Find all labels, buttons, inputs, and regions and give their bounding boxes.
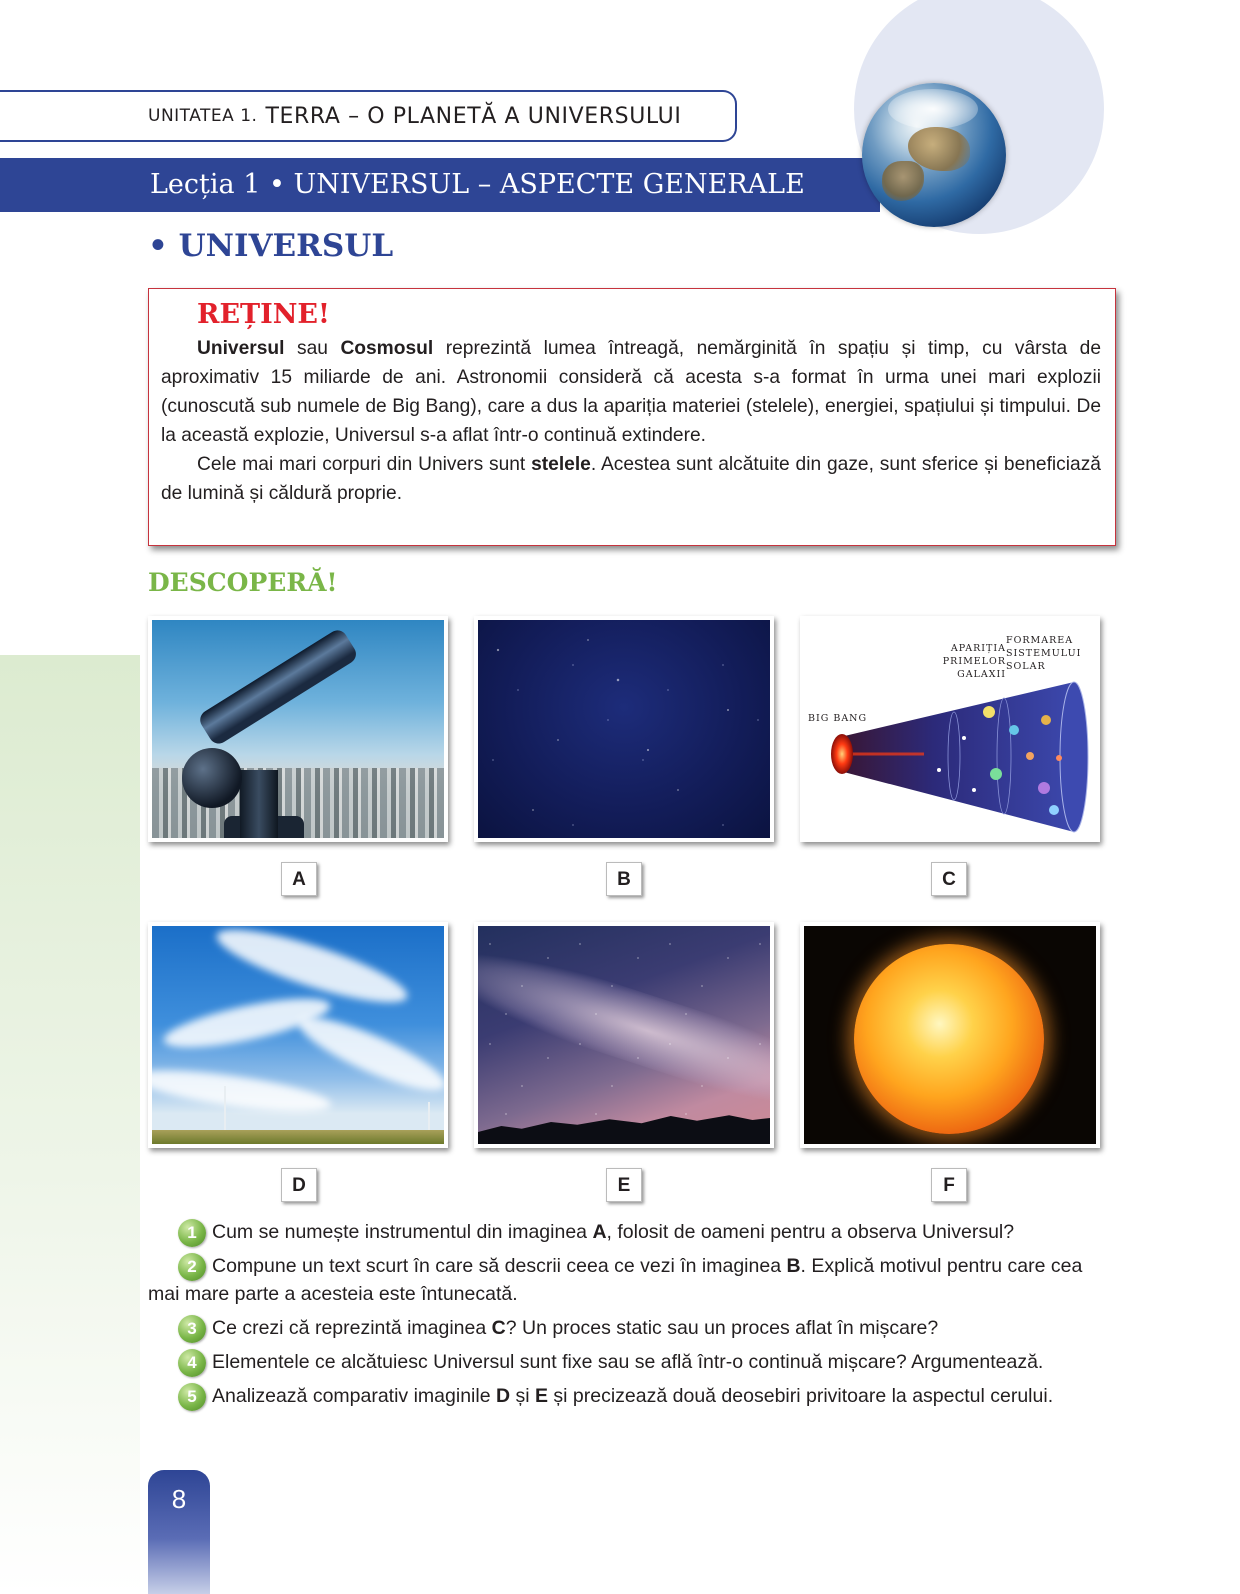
- solar-system-label-line: SOLAR: [1006, 661, 1046, 672]
- retine-paragraph-1: [161, 334, 1101, 450]
- question-ref: D: [495, 1385, 511, 1407]
- retine-text: . Acestea sunt alcătuite din gaze, sunt sferice și beneficiază de lumină și căldură proprie.: [161, 454, 1101, 504]
- galaxies-label-line: APARIȚIA: [950, 643, 1006, 654]
- question-5: [148, 1382, 1116, 1410]
- image-e-milky-way: [474, 922, 774, 1148]
- question-text: Compune un text scurt în care să descrii ceea ce vezi în imaginea: [212, 1255, 787, 1277]
- question-number-badge: 1: [178, 1219, 206, 1247]
- image-c-big-bang-diagram: [800, 616, 1100, 842]
- image-a-telescope: [148, 616, 448, 842]
- lesson-title-bar: Lecția 1 • UNIVERSUL – ASPECTE GENERALE: [0, 158, 880, 212]
- term-universul: Universul: [197, 338, 285, 359]
- question-text: , folosit de oameni pentru a observa Universul?: [606, 1221, 1015, 1243]
- question-number-badge: 3: [178, 1315, 206, 1343]
- retine-text: sau: [284, 338, 341, 359]
- side-gradient-band: [0, 655, 140, 1594]
- question-text: și: [510, 1385, 535, 1407]
- discover-title: DESCOPERĂ!: [148, 568, 338, 597]
- question-text: . Explică motivul pentru care cea mai mare parte a acesteia este întunecată.: [148, 1255, 1083, 1305]
- retine-text: reprezintă lumea întreagă, nemărginită în spațiu și timp, cu vârsta de aproximativ 15 miliarde de ani. Astronomii consideră că acesta s-a format în urma unei mari explozii (cunoscută sub numele de Big Bang), care a dus la apariția materiei (stelele), energiei, spațiului și timpului. De la această explozie, Universul s-a aflat într-o continuă extindere.: [161, 338, 1101, 446]
- question-text: Ce crezi că reprezintă imaginea: [212, 1317, 492, 1339]
- question-text: Analizează comparativ imaginile: [212, 1385, 496, 1407]
- earth-globe-image: [862, 83, 1006, 227]
- question-text: ? Un proces static sau un proces aflat în mișcare?: [505, 1317, 939, 1339]
- galaxies-label-line: PRIMELOR: [942, 656, 1006, 667]
- question-text: Cum se numește instrumentul din imaginea: [212, 1221, 593, 1243]
- question-ref: C: [491, 1317, 506, 1339]
- question-number-badge: 2: [178, 1253, 206, 1281]
- image-label-e: E: [606, 1168, 642, 1202]
- question-number-badge: 5: [178, 1383, 206, 1411]
- question-ref: B: [786, 1255, 801, 1277]
- retine-title: REȚINE!: [197, 299, 330, 330]
- term-stelele: stelele: [531, 454, 591, 475]
- unit-header: [0, 90, 737, 142]
- term-cosmosul: Cosmosul: [340, 338, 434, 359]
- question-1: [148, 1218, 1116, 1246]
- question-4: [148, 1348, 1116, 1376]
- section-title: • UNIVERSUL: [148, 228, 394, 264]
- solar-system-label-line: SISTEMULUI: [1006, 648, 1082, 659]
- galaxies-label: [930, 642, 1006, 681]
- image-label-c: C: [931, 862, 967, 896]
- image-label-b: B: [606, 862, 642, 896]
- page-number: 8: [148, 1470, 210, 1594]
- retine-paragraph-2: [161, 450, 1101, 508]
- question-text: și precizează două deosebiri privitoare la aspectul cerului.: [548, 1385, 1054, 1407]
- solar-system-label-line: FORMAREA: [1006, 635, 1074, 646]
- big-bang-label: BIG BANG: [808, 713, 868, 724]
- questions-list: [148, 1218, 1116, 1416]
- question-number-badge: 4: [178, 1349, 206, 1377]
- unit-prefix: UNITATEA 1.: [148, 106, 258, 126]
- question-2: [148, 1252, 1116, 1308]
- image-f-sun: [800, 922, 1100, 1148]
- question-ref: E: [534, 1385, 548, 1407]
- image-b-night-sky: [474, 616, 774, 842]
- galaxies-label-line: GALAXII: [957, 669, 1006, 680]
- solar-system-label: [1006, 634, 1086, 673]
- retine-text: Cele mai mari corpuri din Univers sunt: [197, 454, 532, 475]
- image-label-a: A: [281, 862, 317, 896]
- question-ref: A: [592, 1221, 607, 1243]
- retine-box: [148, 288, 1116, 546]
- question-3: [148, 1314, 1116, 1342]
- unit-title: TERRA – O PLANETĂ A UNIVERSULUI: [265, 103, 682, 129]
- image-label-f: F: [931, 1168, 967, 1202]
- image-d-cloudy-sky: [148, 922, 448, 1148]
- image-label-d: D: [281, 1168, 317, 1202]
- question-text: Elementele ce alcătuiesc Universul sunt fixe sau se află într-o continuă mișcare? Argumentează.: [212, 1351, 1044, 1373]
